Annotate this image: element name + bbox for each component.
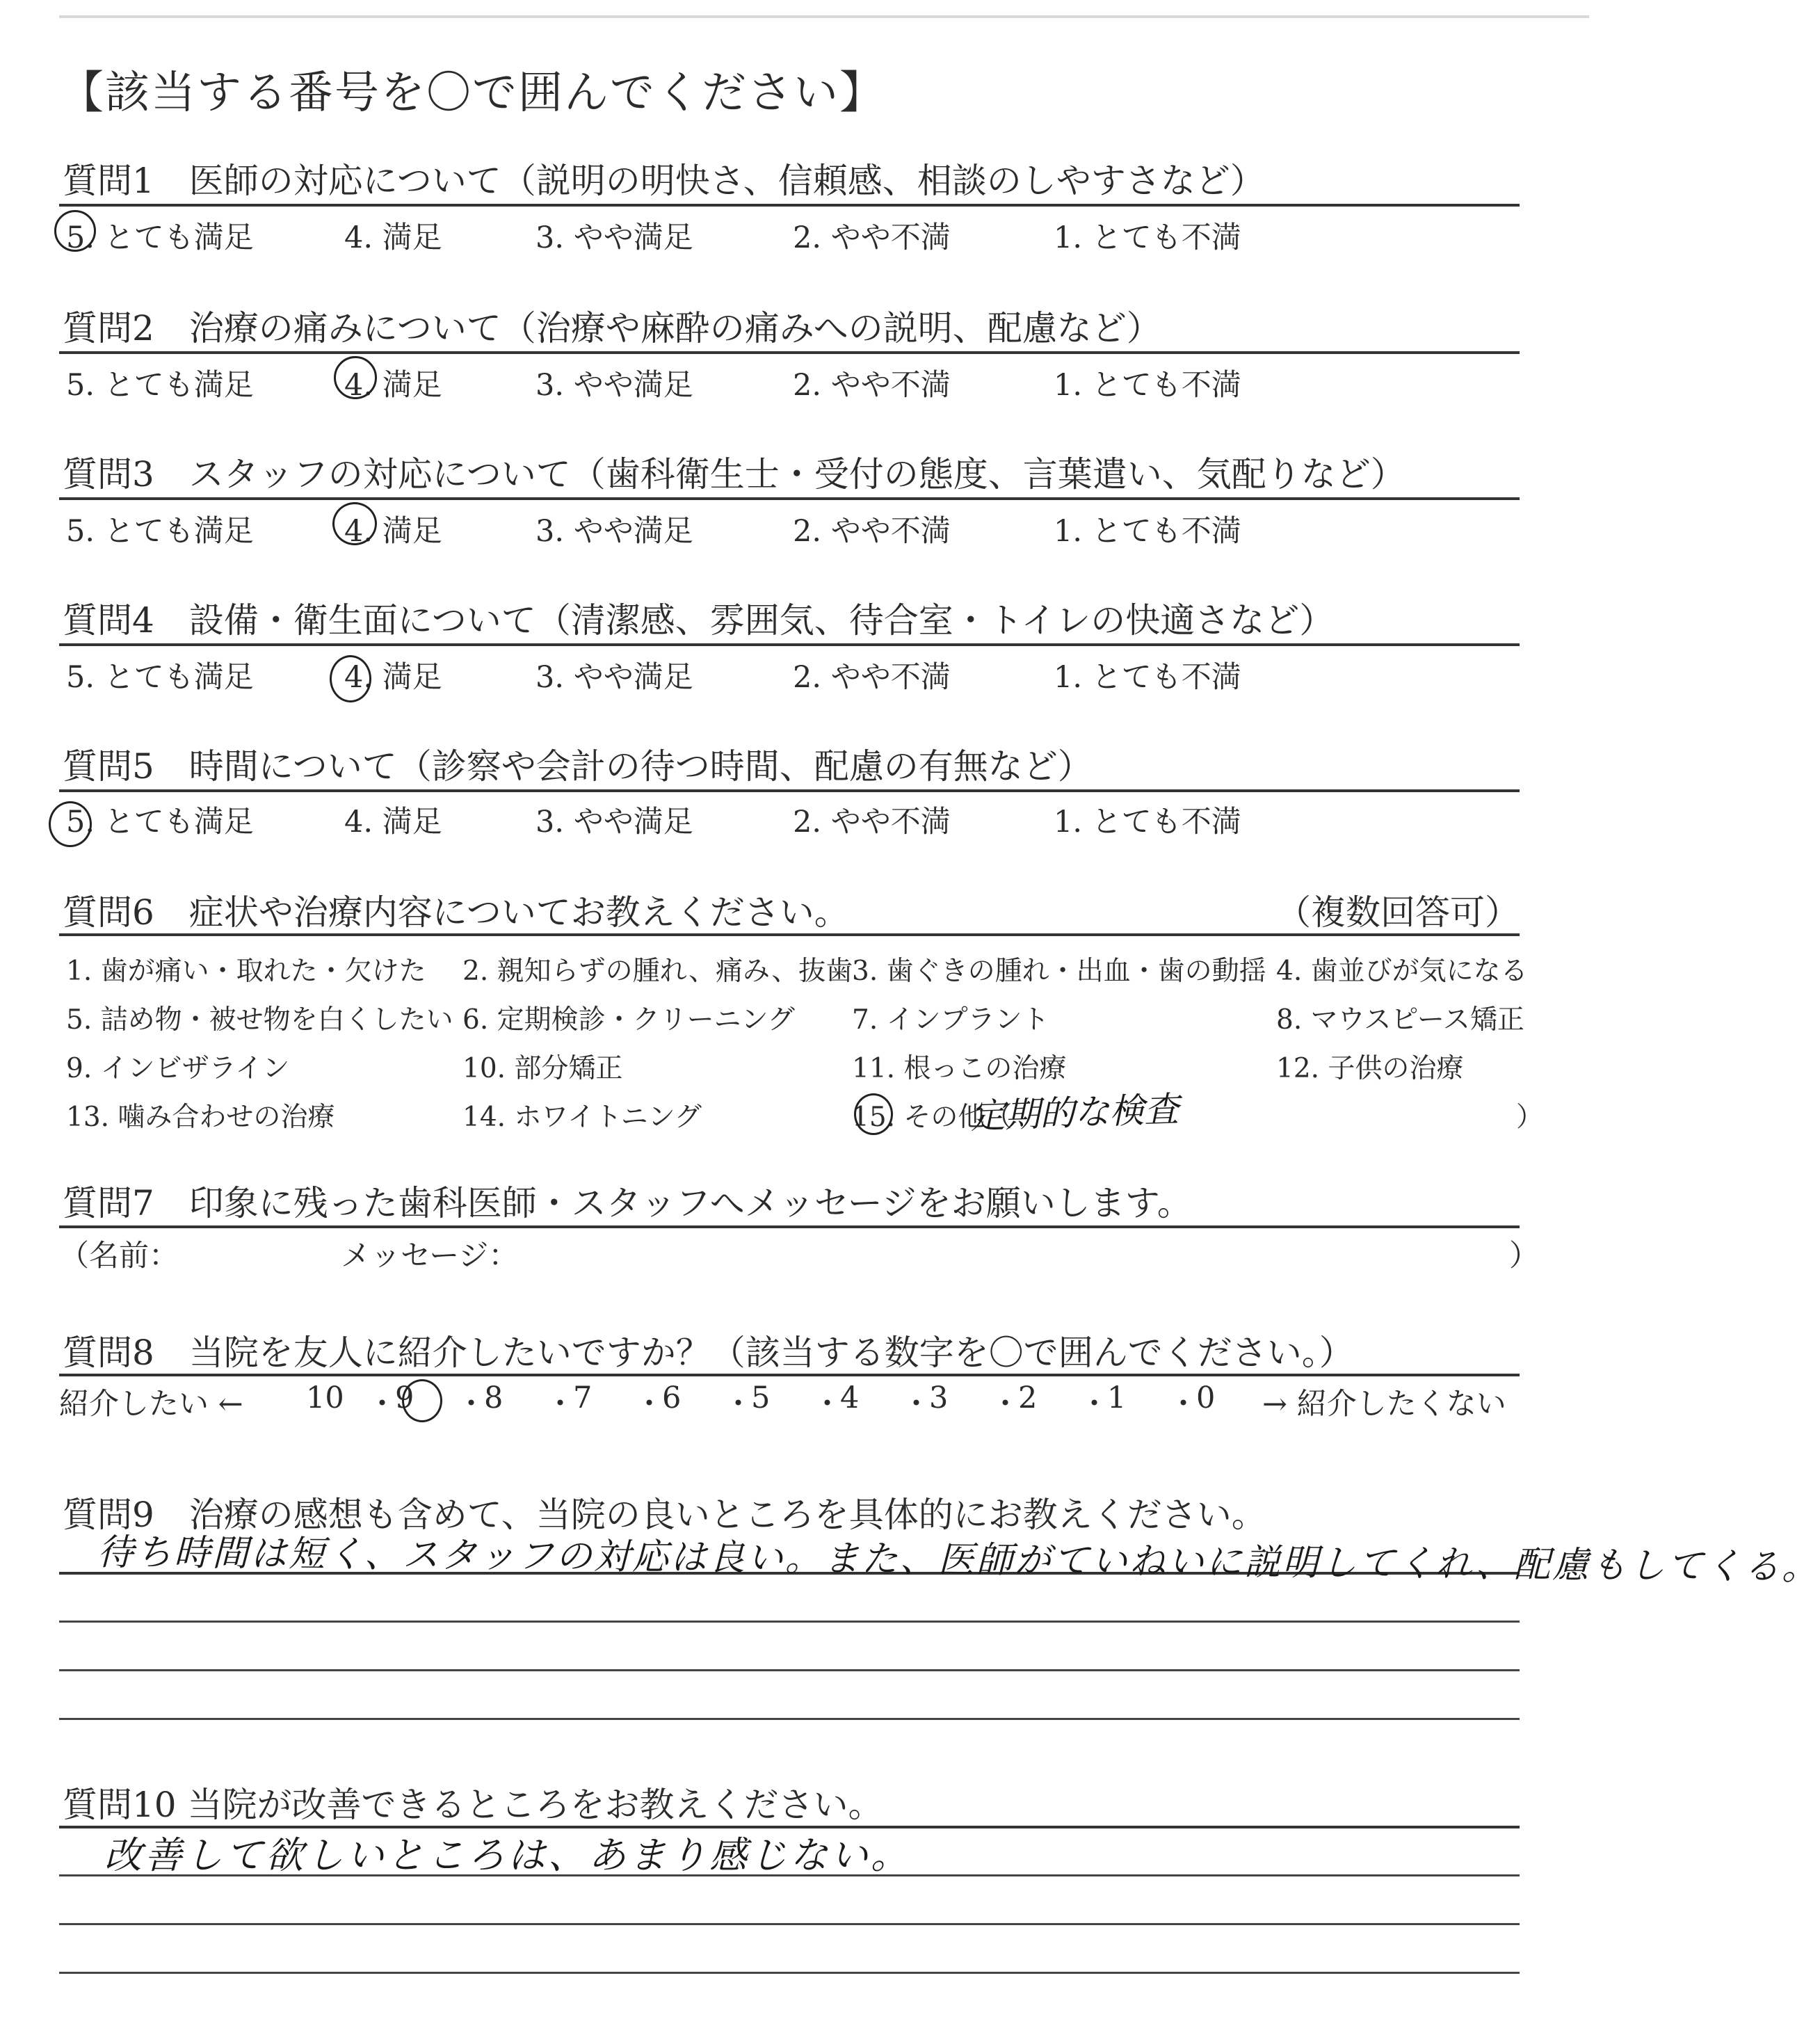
q6-option[interactable]: 13. 噛み合わせの治療 [66, 1102, 335, 1133]
q6-option[interactable]: 8. マウスピース矯正 [1276, 1004, 1524, 1036]
q6-selection-circle [854, 1093, 893, 1135]
q2-option-2[interactable]: 2. やや不満 [793, 368, 951, 403]
q6-option[interactable]: 2. 親知らずの腫れ、痛み、抜歯 [462, 956, 853, 987]
q10-handwritten-answer: 改善して欲しいところは、あまり感じない。 [104, 1833, 911, 1877]
q3-title: 質問3 スタッフの対応について（歯科衛生士・受付の態度、言葉遣い、気配りなど） [63, 454, 1406, 495]
q8-right-label: → 紹介したくない [1262, 1387, 1506, 1422]
q2-rule [59, 351, 1520, 354]
q6-option[interactable]: 3. 歯ぐきの腫れ・出血・歯の動揺 [852, 956, 1266, 987]
q1-option-4[interactable]: 4. 満足 [344, 220, 442, 255]
q5-selection-circle [49, 801, 92, 847]
q8-scale-separator: ・ [1079, 1387, 1109, 1422]
q6-rule [59, 933, 1520, 936]
q7-message-label: メッセージ： [341, 1239, 519, 1273]
q1-option-5[interactable]: 5. とても満足 [66, 220, 254, 255]
q8-left-label: 紹介したい ← [59, 1387, 243, 1422]
q5-option-5[interactable]: 5. とても満足 [66, 805, 254, 839]
q6-note: （複数回答可） [1276, 892, 1520, 933]
q2-option-1[interactable]: 1. とても不満 [1054, 368, 1241, 403]
q8-scale-number[interactable]: 1 [1107, 1381, 1127, 1415]
q1-rule [59, 204, 1520, 207]
q4-option-5[interactable]: 5. とても満足 [66, 660, 254, 695]
q7-title: 質問7 印象に残った歯科医師・スタッフへメッセージをお願いします。 [63, 1183, 1192, 1223]
q6-option[interactable]: 11. 根っこの治療 [852, 1053, 1067, 1084]
q6-option[interactable]: 7. インプラント [852, 1004, 1049, 1036]
q3-option-1[interactable]: 1. とても不満 [1054, 514, 1241, 549]
q10-answer-line-3 [59, 1923, 1520, 1925]
q2-option-4[interactable]: 4. 満足 [344, 368, 442, 403]
q10-answer-line-4 [59, 1972, 1520, 1974]
q3-rule [59, 497, 1520, 500]
q6-other-handwritten: 定期的な検査 [969, 1088, 1180, 1137]
q8-scale-number[interactable]: 5 [751, 1381, 771, 1415]
scan-edge-line [59, 15, 1589, 18]
q5-option-1[interactable]: 1. とても不満 [1054, 805, 1241, 839]
q8-scale-number[interactable]: 10 [306, 1381, 344, 1415]
q8-title: 質問8 当院を友人に紹介したいですか？（該当する数字を〇で囲んでください。） [63, 1333, 1354, 1373]
q2-option-5[interactable]: 5. とても満足 [66, 368, 254, 403]
q8-scale-separator: ・ [901, 1387, 931, 1422]
q6-option-other[interactable]: 15. その他（ [852, 1102, 1013, 1133]
q7-rule [59, 1225, 1520, 1228]
q5-option-4[interactable]: 4. 満足 [344, 805, 442, 839]
q5-rule [59, 789, 1520, 792]
q5-option-2[interactable]: 2. やや不満 [793, 805, 951, 839]
q8-scale-separator: ・ [812, 1387, 842, 1422]
q1-title: 質問1 医師の対応について（説明の明快さ、信頼感、相談のしやすさなど） [63, 161, 1265, 201]
q8-scale-number[interactable]: 2 [1018, 1381, 1038, 1415]
q8-scale-number[interactable]: 8 [484, 1381, 504, 1415]
q4-option-3[interactable]: 3. やや満足 [535, 660, 693, 695]
q9-title: 質問9 治療の感想も含めて、当院の良いところを具体的にお教えください。 [63, 1495, 1266, 1535]
q6-other-close-paren: ） [1516, 1102, 1544, 1133]
q8-scale-number[interactable]: 3 [929, 1381, 949, 1415]
q1-option-3[interactable]: 3. やや満足 [535, 220, 693, 255]
q8-scale-separator: ・ [1168, 1387, 1198, 1422]
q9-answer-line-4 [59, 1718, 1520, 1720]
q6-option[interactable]: 4. 歯並びが気になる [1276, 956, 1528, 987]
q3-option-3[interactable]: 3. やや満足 [535, 514, 693, 549]
q2-option-3[interactable]: 3. やや満足 [535, 368, 693, 403]
q8-scale-number[interactable]: 4 [840, 1381, 860, 1415]
q4-title: 質問4 設備・衛生面について（清潔感、雰囲気、待合室・トイレの快適さなど） [63, 600, 1335, 641]
q4-option-2[interactable]: 2. やや不満 [793, 660, 951, 695]
q3-option-5[interactable]: 5. とても満足 [66, 514, 254, 549]
q9-answer-line-2 [59, 1621, 1520, 1623]
q8-scale-number[interactable]: 9 [395, 1381, 414, 1415]
q8-scale-separator: ・ [723, 1387, 753, 1422]
q5-title: 質問5 時間について（診察や会計の待つ時間、配慮の有無など） [63, 746, 1093, 787]
q6-option[interactable]: 10. 部分矯正 [462, 1053, 623, 1084]
q8-scale-separator: ・ [367, 1387, 397, 1422]
q6-option[interactable]: 14. ホワイトニング [462, 1102, 702, 1133]
q1-option-1[interactable]: 1. とても不満 [1054, 220, 1241, 255]
q3-option-2[interactable]: 2. やや不満 [793, 514, 951, 549]
q6-option[interactable]: 12. 子供の治療 [1276, 1053, 1464, 1084]
page-header: 【該当する番号を〇で囲んでください】 [59, 67, 885, 119]
q8-rule [59, 1374, 1520, 1376]
q3-option-4[interactable]: 4. 満足 [344, 514, 442, 549]
q7-close-paren: ） [1509, 1239, 1539, 1273]
q1-selection-circle [54, 210, 96, 252]
q6-option[interactable]: 9. インビザライン [66, 1053, 290, 1084]
q4-option-1[interactable]: 1. とても不満 [1054, 660, 1241, 695]
q10-title: 質問10 当院が改善できるところをお教えください。 [63, 1785, 883, 1825]
q9-answer-line-3 [59, 1669, 1520, 1671]
q8-scale-number[interactable]: 7 [573, 1381, 593, 1415]
q5-option-3[interactable]: 3. やや満足 [535, 805, 693, 839]
q8-selection-circle [402, 1379, 442, 1422]
q2-selection-circle [334, 356, 377, 399]
q1-option-2[interactable]: 2. やや不満 [793, 220, 951, 255]
q6-option[interactable]: 1. 歯が痛い・取れた・欠けた [66, 956, 426, 987]
q8-scale-number[interactable]: 0 [1196, 1381, 1216, 1415]
q6-option[interactable]: 5. 詰め物・被せ物を白くしたい [66, 1004, 453, 1036]
q2-title: 質問2 治療の痛みについて（治療や麻酔の痛みへの説明、配慮など） [63, 308, 1161, 348]
q8-scale-number[interactable]: 6 [662, 1381, 682, 1415]
q4-selection-circle [330, 655, 371, 702]
q8-scale-separator: ・ [990, 1387, 1020, 1422]
q8-scale-separator: ・ [456, 1387, 486, 1422]
q8-scale-separator: ・ [545, 1387, 575, 1422]
q3-selection-circle [332, 502, 377, 545]
q6-title: 質問6 症状や治療内容についてお教えください。 [63, 892, 849, 933]
q9-handwritten-answer: 待ち時間は短く、スタッフの対応は良い。また、医師がていねいに説明してくれ、配慮もしてくる。 [97, 1531, 1820, 1589]
q7-name-label: （名前： [59, 1239, 179, 1273]
q8-scale-separator: ・ [634, 1387, 664, 1422]
q4-rule [59, 643, 1520, 646]
q6-option[interactable]: 6. 定期検診・クリーニング [462, 1004, 795, 1036]
q4-option-4[interactable]: 4. 満足 [344, 660, 442, 695]
